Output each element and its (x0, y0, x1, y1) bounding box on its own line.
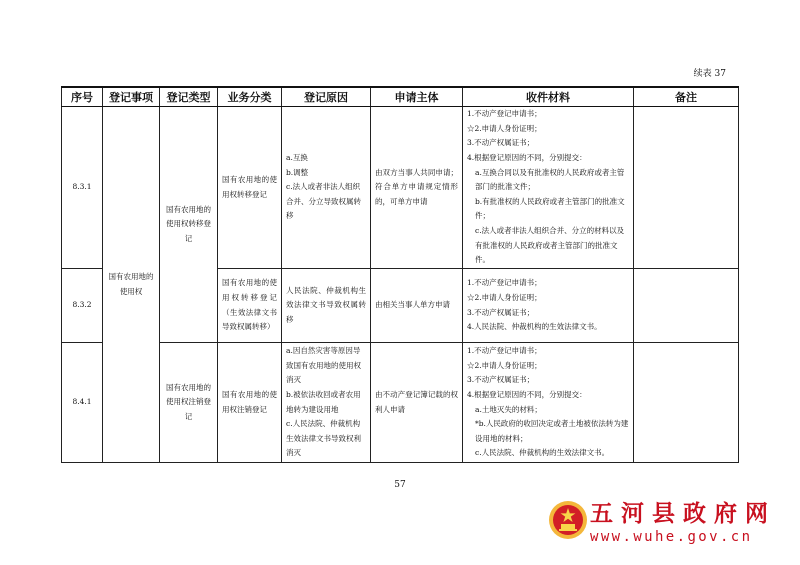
material-line: 3.不动产权属证书； (467, 307, 535, 317)
reason-line: b.调整 (286, 167, 309, 177)
material-line: ☆2.申请人身份证明； (467, 123, 542, 133)
header-seq: 序号 (62, 87, 103, 107)
table-row (62, 343, 739, 463)
material-line: 1.不动产登记申请书； (467, 346, 542, 356)
header-subject: 申请主体 (371, 87, 463, 107)
continued-table-label: 续表 37 (693, 69, 726, 79)
material-line: a.土地灭失的材料； (475, 404, 542, 414)
subject-cell: 由双方当事人共同申请；符合单方申请规定情形的，可单方申请 (371, 107, 463, 269)
business-cell: 国有农用地的使用权转移登记 (218, 107, 282, 269)
subject-cell: 由相关当事人单方申请 (371, 269, 463, 343)
registration-table (61, 86, 739, 463)
remark-cell (634, 343, 739, 463)
reason-line: c.法人或者非法人组织合并、分立导致权属转移 (286, 182, 361, 221)
reason-line: b.被依法收回或者农用地转为建设用地 (286, 389, 361, 414)
site-brand[interactable] (590, 500, 776, 546)
materials-cell (463, 269, 634, 343)
materials-cell (463, 107, 634, 269)
site-brand-title[interactable]: 五河县政府网 (590, 501, 776, 527)
material-line: 4.人民法院、仲裁机构的生效法律文书。 (467, 322, 602, 332)
header-row (62, 87, 739, 107)
material-line: 3.不动产权属证书； (467, 138, 535, 148)
material-line: 1.不动产登记申请书； (467, 109, 542, 119)
material-line: a.互换合同以及有批准权的人民政府或者主管部门的批准文件； (475, 167, 625, 192)
material-line: 4.根据登记原因的不同，分别提交： (467, 153, 587, 163)
subject-cell: 由不动产登记簿记载的权利人申请 (371, 343, 463, 463)
material-line: c.人民法院、仲裁机构的生效法律文书。 (475, 448, 610, 458)
business-cell: 国有农用地的使用权注销登记 (218, 343, 282, 463)
row-seq: 8.3.2 (62, 269, 103, 343)
material-line: 1.不动产登记申请书； (467, 278, 542, 288)
reason-line: a.因自然灾害等原因导致国有农用地的使用权消灭 (286, 346, 361, 385)
site-brand-url[interactable]: www.wuhe.gov.cn (590, 529, 753, 545)
header-materials: 收件材料 (463, 87, 634, 107)
header-reason: 登记原因 (282, 87, 371, 107)
reason-line: a.互换 (286, 153, 308, 163)
page-number: 57 (394, 480, 406, 490)
table-row (62, 107, 739, 269)
merged-item-cell: 国有农用地的使用权 (103, 107, 160, 463)
reason-cell: 人民法院、仲裁机构生效法律文书导致权属转移 (282, 269, 371, 343)
row-seq: 8.3.1 (62, 107, 103, 269)
type-cell: 国有农用地的使用权注销登记 (160, 343, 218, 463)
reason-line: c.人民法院、仲裁机构生效法律文书导致权利消灭 (286, 419, 361, 458)
material-line: b.有批准权的人民政府或者主管部门的批准文件； (475, 196, 625, 221)
merged-type-cell: 国有农用地的使用权转移登记 (160, 107, 218, 343)
header-business: 业务分类 (218, 87, 282, 107)
material-line: 3.不动产权属证书； (467, 375, 535, 385)
business-cell: 国有农用地的使用权转移登记（生效法律文书导致权属转移） (218, 269, 282, 343)
material-line: 4.根据登记原因的不同，分别提交： (467, 389, 587, 399)
header-item: 登记事项 (103, 87, 160, 107)
reason-cell (282, 343, 371, 463)
remark-cell (634, 107, 739, 269)
materials-cell (463, 343, 634, 463)
remark-cell (634, 269, 739, 343)
national-emblem-icon (548, 500, 588, 540)
reason-cell (282, 107, 371, 269)
header-remark: 备注 (634, 87, 739, 107)
material-line: c.法人或者非法人组织合并、分立的材料以及有批准权的人民政府或者主管部门的批准文件。 (475, 225, 625, 265)
row-seq: 8.4.1 (62, 343, 103, 463)
header-type: 登记类型 (160, 87, 218, 107)
material-line: *b.人民政府的收回决定或者土地被依法转为建设用地的材料； (475, 419, 629, 443)
material-line: ☆2.申请人身份证明； (467, 292, 542, 302)
material-line: ☆2.申请人身份证明； (467, 360, 542, 370)
